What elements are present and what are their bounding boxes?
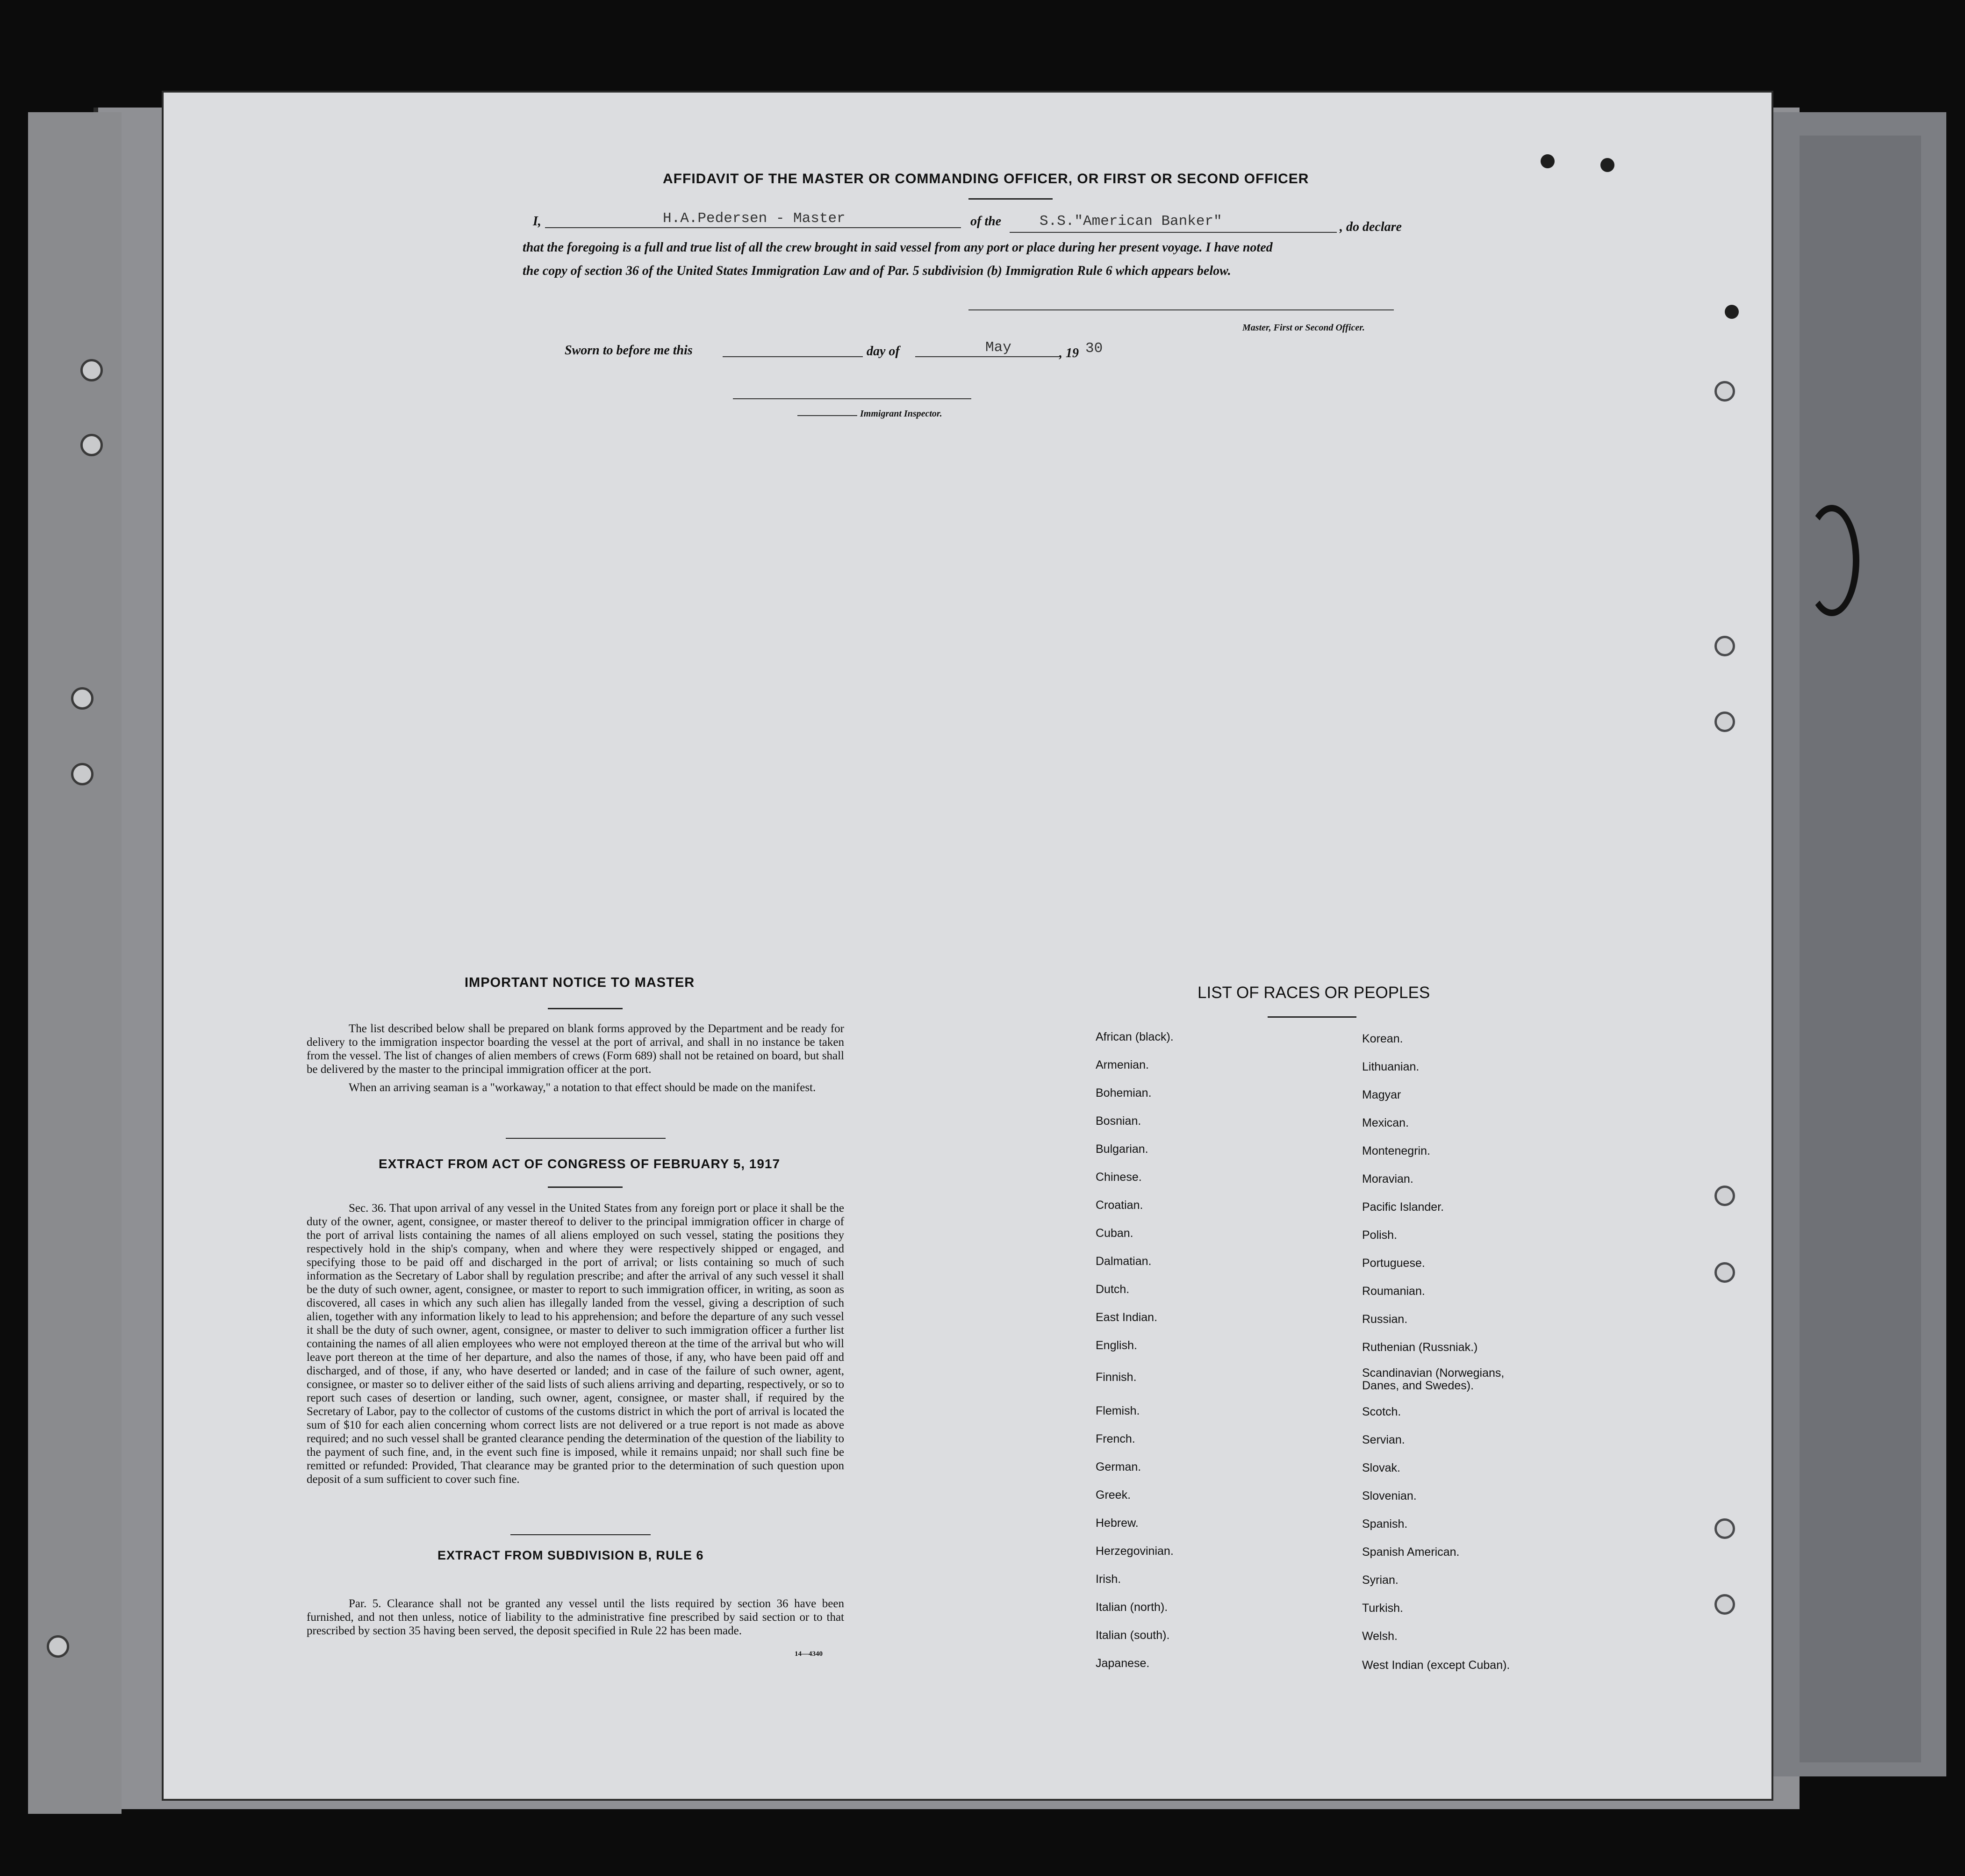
rule-extract-text xyxy=(307,1597,844,1638)
affidavit-title: AFFIDAVIT OF THE MASTER OR COMMANDING OFFICER, OR FIRST OR SECOND OFFICER xyxy=(663,171,1309,187)
race-item: Dalmatian. xyxy=(1096,1255,1152,1268)
inspector-caption: Immigrant Inspector. xyxy=(860,409,942,419)
punch-hole xyxy=(1714,1262,1735,1283)
races-title: LIST OF RACES OR PEOPLES xyxy=(1198,984,1430,1002)
race-item: Italian (north). xyxy=(1096,1601,1168,1614)
notice-body xyxy=(307,1022,844,1094)
race-item: Italian (south). xyxy=(1096,1629,1170,1642)
race-item: Chinese. xyxy=(1096,1171,1142,1184)
month: May xyxy=(985,339,1011,356)
rule-extract-title: EXTRACT FROM SUBDIVISION B, RULE 6 xyxy=(437,1548,704,1562)
race-item: Japanese. xyxy=(1096,1657,1150,1670)
sworn-label: Sworn to before me this xyxy=(565,343,693,358)
title-rule xyxy=(968,198,1053,200)
vessel-line xyxy=(1010,232,1337,233)
declaration-line-2: that the foregoing is a full and true list of all the crew brought in said vessel from any port or place during her present voyage. I have noted xyxy=(523,240,1273,255)
race-item: Finnish. xyxy=(1096,1371,1137,1384)
race-item: Spanish. xyxy=(1362,1517,1408,1531)
race-item: Portuguese. xyxy=(1362,1257,1425,1270)
race-item: Herzegovinian. xyxy=(1096,1545,1174,1558)
left-page-edge xyxy=(28,112,122,1814)
race-item: Hebrew. xyxy=(1096,1517,1139,1530)
punch-hole xyxy=(71,763,93,785)
race-item: African (black). xyxy=(1096,1030,1174,1043)
year-suffix: 30 xyxy=(1085,340,1103,357)
rivet xyxy=(1725,305,1739,319)
race-item: English. xyxy=(1096,1339,1137,1352)
race-item: Bosnian. xyxy=(1096,1114,1141,1128)
race-item: Dutch. xyxy=(1096,1283,1130,1296)
race-item: French. xyxy=(1096,1432,1135,1445)
punch-hole xyxy=(1714,636,1735,656)
master-name: H.A.Pedersen - Master xyxy=(663,210,846,227)
race-item: Cuban. xyxy=(1096,1227,1133,1240)
race-item: Croatian. xyxy=(1096,1199,1143,1212)
vessel-name: S.S."American Banker" xyxy=(1040,213,1222,230)
race-item: Greek. xyxy=(1096,1488,1131,1502)
underlying-sheet-strip xyxy=(1800,136,1921,1762)
notice-title: IMPORTANT NOTICE TO MASTER xyxy=(465,975,695,990)
race-item: Lithuanian. xyxy=(1362,1060,1420,1073)
race-item: Ruthenian (Russniak.) xyxy=(1362,1341,1478,1354)
punch-hole xyxy=(1714,1518,1735,1539)
notice-paragraph-1: The list described below shall be prepared on blank forms approved by the Department and be ready for delivery to the immigration inspector boarding the vessel at the port of arrival, and shall in no instance be taken from the vessel. The list of changes of alien members of crews (Form 689) shall not be retained on board, but shall be delivered by the master to the principal immigration officer at the port. xyxy=(307,1022,844,1076)
rivet xyxy=(1600,158,1614,172)
race-item: Pacific Islander. xyxy=(1362,1200,1444,1214)
i-label: I, xyxy=(533,214,541,229)
month-line xyxy=(915,356,1059,357)
form-number: 14—4340 xyxy=(795,1650,823,1658)
punch-hole xyxy=(80,434,103,456)
race-item: Roumanian. xyxy=(1362,1285,1425,1298)
race-item: Montenegrin. xyxy=(1362,1144,1430,1157)
act-section-36: Sec. 36. That upon arrival of any vessel in the United States from any foreign port or place it shall be the duty of the owner, agent, consignee, or master thereof to deliver to the principal immigration officer in charge of the port of arrival lists containing the names of all aliens employed on such vessel, stating the positions they respectively hold in the ship's company, when and where they were respectively shipped or engaged, and specifying those to be paid off and discharged in the port of arrival; or lists containing so much of such information as the Secretary of Labor shall by regulation prescribe; and after the arrival of any such vessel it shall be the duty of such owner, agent, consignee, or master to report to such immigration officer, in writing, as soon as discovered, all cases in which any such alien has illegally landed from the vessel, giving a description of such alien, together with any information likely to lead to his apprehension; and before the departure of any such vessel it shall be the duty of such owner, agent, consignee, or master to deliver to such immigration officer a further list containing the names of all alien employees who were not employed thereon at the time of the arrival but who will leave port thereon at the time of her departure, and also the names of those, if any, who have been paid off and discharged, and of those, if any, who have deserted or landed; and in case of the failure of such owner, agent, consignee, or master so to deliver either of the said lists of such aliens arriving and departing, respectively, or so to report such cases of desertion or landing, such owner, agent, consignee, or master shall, if required by the Secretary of Labor, pay to the collector of customs of the customs district in which the port of arrival is located the sum of $10 for each alien concerning whom correct lists are not delivered or a true report is not made as above required; and no such vessel shall be granted clearance pending the determination of the question of the liability to the payment of such fine, and, in the event such fine is imposed, while it remains unpaid; nor shall such fine be remitted or refunded: Provided, That clearance may be granted prior to the determination of such question upon deposit of a sum sufficient to cover such fine. xyxy=(307,1202,844,1486)
race-item: West Indian (except Cuban). xyxy=(1362,1659,1510,1672)
race-item: Slovenian. xyxy=(1362,1489,1417,1502)
punch-hole xyxy=(47,1635,69,1658)
declaration-line-3: the copy of section 36 of the United States Immigration Law and of Par. 5 subdivision (b) Immigration Rule 6 which appears below. xyxy=(523,264,1231,278)
inspector-short-line xyxy=(797,415,857,416)
race-item: Bulgarian. xyxy=(1096,1143,1148,1156)
race-item: East Indian. xyxy=(1096,1311,1158,1324)
race-item: Armenian. xyxy=(1096,1058,1149,1071)
notice-paragraph-2: When an arriving seaman is a "workaway," a notation to that effect should be made on the manifest. xyxy=(349,1081,816,1094)
rivet xyxy=(1541,154,1555,168)
act-rule xyxy=(548,1186,623,1188)
of-the-label: of the xyxy=(970,214,1002,229)
do-declare: , do declare xyxy=(1340,220,1402,234)
punch-hole xyxy=(1714,1594,1735,1615)
act-extract-text xyxy=(307,1201,844,1486)
name-line xyxy=(545,227,961,228)
day-line xyxy=(723,356,863,357)
race-item: Spanish American. xyxy=(1362,1545,1460,1559)
race-item: Magyar xyxy=(1362,1088,1401,1101)
section-divider xyxy=(510,1534,651,1535)
document-sheet xyxy=(164,93,1771,1799)
race-item: Servian. xyxy=(1362,1433,1405,1446)
act-extract-title: EXTRACT FROM ACT OF CONGRESS OF FEBRUARY 5, 1917 xyxy=(379,1157,781,1171)
day-label: day of xyxy=(867,344,900,359)
race-item: Polish. xyxy=(1362,1229,1398,1242)
punch-hole xyxy=(1714,381,1735,402)
race-item: Scotch. xyxy=(1362,1405,1401,1418)
punch-hole xyxy=(71,687,93,710)
race-item: Scandinavian (Norwegians, Danes, and Swedes). xyxy=(1362,1366,1505,1392)
signature-line xyxy=(968,309,1394,310)
punch-hole xyxy=(80,359,103,381)
race-item: Moravian. xyxy=(1362,1172,1413,1186)
section-divider xyxy=(506,1138,666,1139)
race-item: Syrian. xyxy=(1362,1574,1398,1587)
notice-rule xyxy=(548,1008,623,1009)
rule-paragraph-5: Par. 5. Clearance shall not be granted any vessel until the lists required by section 36 have been furnished, and not then unless, notice of liability to the administrative fine prescribed by said section or to that prescribed by section 35 having been served, the deposit specified in Rule 22 has been made. xyxy=(307,1597,844,1637)
race-item: Bohemian. xyxy=(1096,1086,1152,1100)
race-item: Flemish. xyxy=(1096,1404,1140,1417)
race-item: Korean. xyxy=(1362,1032,1403,1045)
races-rule xyxy=(1268,1016,1356,1018)
inspector-line xyxy=(733,398,971,399)
race-item: Mexican. xyxy=(1362,1116,1409,1129)
race-item: Irish. xyxy=(1096,1573,1121,1586)
race-item: German. xyxy=(1096,1460,1141,1473)
race-item: Slovak. xyxy=(1362,1461,1400,1474)
handwritten-check-mark xyxy=(1804,505,1859,616)
signature-caption: Master, First or Second Officer. xyxy=(1242,323,1365,333)
year-prefix: , 19 xyxy=(1059,346,1079,360)
race-item: Russian. xyxy=(1362,1313,1408,1326)
race-item: Welsh. xyxy=(1362,1630,1398,1643)
punch-hole xyxy=(1714,712,1735,732)
race-item: Turkish. xyxy=(1362,1602,1403,1615)
punch-hole xyxy=(1714,1186,1735,1206)
